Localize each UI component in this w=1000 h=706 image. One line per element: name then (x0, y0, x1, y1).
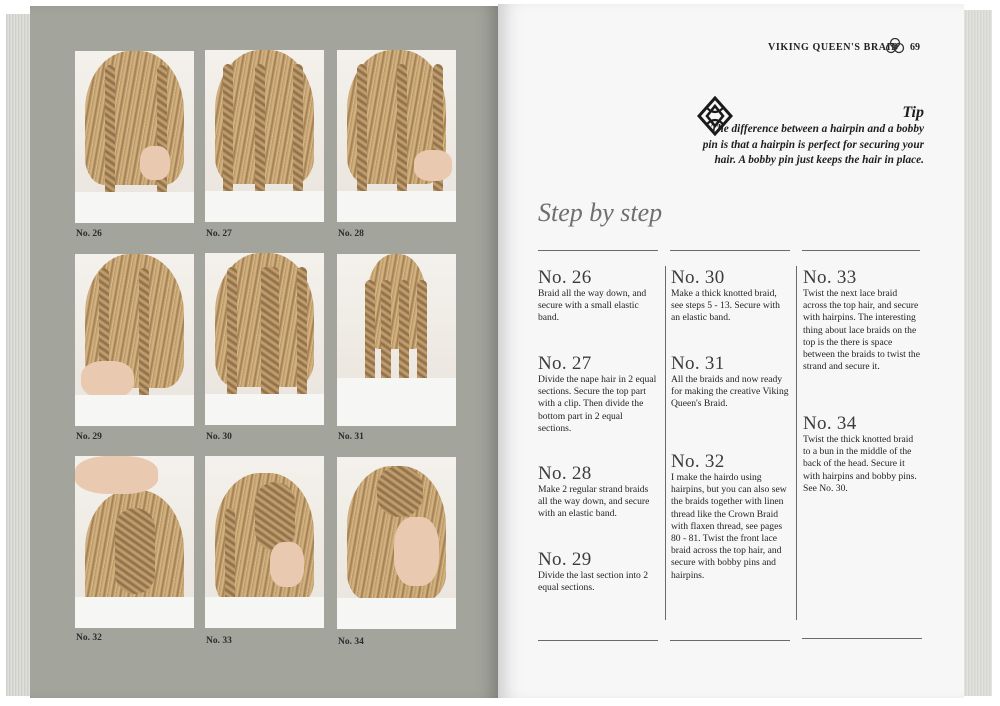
tip-title: Tip (902, 104, 924, 121)
tip-text: The difference between a hairpin and a bobby pin is that a hairpin is perfect for securing your hair. A bobby pin just keeps the hair in place. (702, 123, 924, 166)
photo-step-28 (337, 50, 456, 222)
photo-step-29 (75, 254, 194, 426)
column-rule-top (538, 250, 658, 251)
photo-caption: No. 28 (338, 229, 364, 239)
photo-caption: No. 29 (76, 432, 102, 442)
step-34 (803, 414, 923, 495)
step-27 (538, 354, 658, 435)
step-number: No. 28 (538, 463, 592, 484)
step-text: I make the hairdo using hairpins, but you can also sew the braids together with linen thread like the Crown Braid with flaxen thread, see pages 80 - 81. Twist the front lace braid across the top hair, and secure with bobby pins and hairpins. (671, 472, 787, 581)
step-31 (671, 354, 791, 411)
column-divider (796, 266, 797, 620)
photo-caption: No. 31 (338, 432, 364, 442)
step-number: No. 33 (803, 267, 857, 288)
photo-caption: No. 32 (76, 633, 102, 643)
photo-step-31 (337, 254, 456, 426)
photo-step-33 (205, 456, 324, 628)
step-number: No. 27 (538, 353, 592, 374)
step-text: Make a thick knotted braid, see steps 5 - 13. Secure with an elastic band. (671, 288, 780, 324)
photo-step-32 (75, 456, 194, 628)
step-number: No. 32 (671, 451, 725, 472)
page-number: 69 (910, 42, 920, 53)
step-text: Make 2 regular strand braids all the way down, and secure with an elastic band. (538, 484, 650, 520)
step-text: Braid all the way down, and secure with a small elastic band. (538, 288, 647, 324)
photo-step-27 (205, 50, 324, 222)
photo-caption: No. 33 (206, 636, 232, 646)
section-title: Step by step (538, 198, 663, 227)
step-number: No. 34 (803, 413, 857, 434)
step-text: Divide the nape hair in 2 equal sections. Secure the top part with a clip. Then divide the bottom part in 2 equal sections. (538, 374, 657, 434)
column-rule-bottom (802, 638, 922, 639)
step-28 (538, 464, 658, 521)
step-32 (671, 452, 791, 582)
step-number: No. 30 (671, 267, 725, 288)
column-rule-top (670, 250, 790, 251)
column-divider (665, 266, 666, 620)
photo-step-34 (337, 457, 456, 629)
tip-box (700, 104, 924, 169)
photo-caption: No. 26 (76, 229, 102, 239)
column-rule-bottom (538, 640, 658, 641)
photo-step-26 (75, 51, 194, 223)
triquetra-knot-icon (885, 38, 905, 54)
step-29 (538, 550, 658, 594)
running-head-title: VIKING QUEEN'S BRAID (768, 42, 899, 53)
step-text: Divide the last section into 2 equal sections. (538, 570, 649, 594)
step-text: Twist the thick knotted braid to a bun in the middle of the back of the head. Secure it with hairpins and bobby pins. See No. 30. (803, 434, 917, 494)
step-26 (538, 268, 658, 325)
photo-step-30 (205, 253, 324, 425)
step-number: No. 31 (671, 353, 725, 374)
step-33 (803, 268, 923, 373)
photo-caption: No. 27 (206, 229, 232, 239)
column-rule-top (802, 250, 920, 251)
step-text: Twist the next lace braid across the top hair, and secure with hairpins. The interesting thing about lace braids on the top is the there is space between the braids to twist the strand and secure it. (803, 288, 920, 373)
column-rule-bottom (670, 640, 790, 641)
step-number: No. 26 (538, 267, 592, 288)
photo-caption: No. 30 (206, 432, 232, 442)
step-number: No. 29 (538, 549, 592, 570)
step-text: All the braids and now ready for making the creative Viking Queen's Braid. (671, 374, 789, 410)
step-30 (671, 268, 791, 325)
right-page-edges (962, 10, 992, 696)
photo-caption: No. 34 (338, 637, 364, 647)
